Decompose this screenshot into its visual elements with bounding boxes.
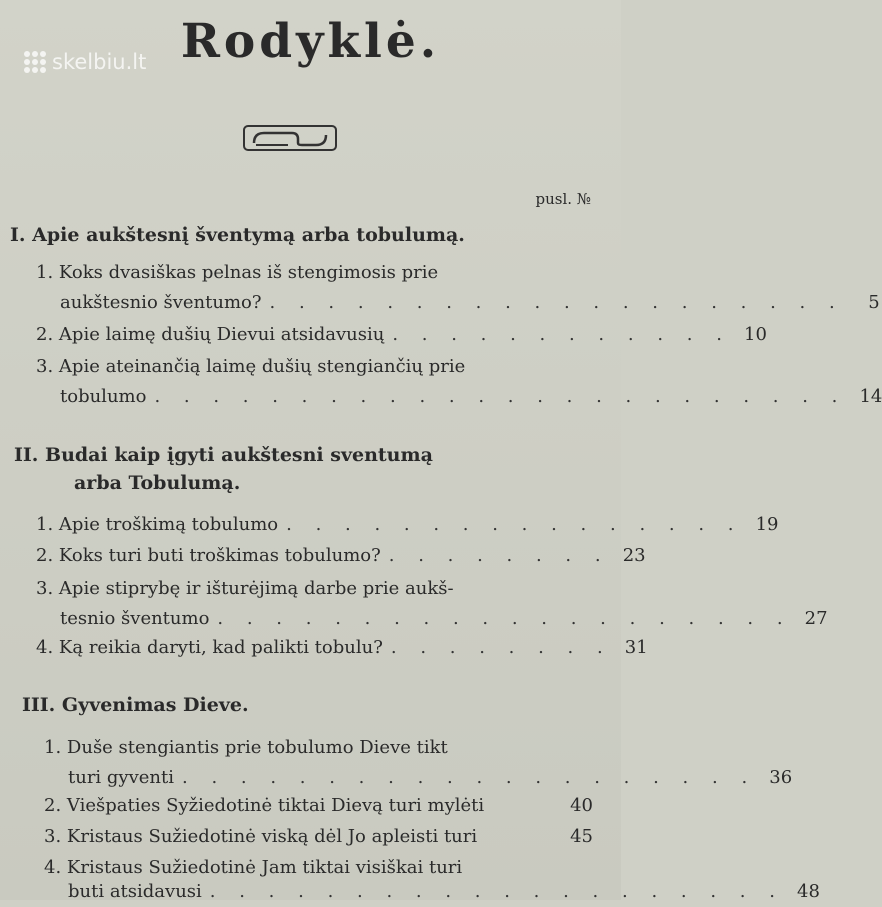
entry-text: Koks turi buti troškimas tobulumo?	[58, 545, 381, 566]
page-number: 45	[570, 826, 593, 847]
page-number: 14	[859, 386, 882, 407]
leader-dots: . . . . . . . .	[390, 637, 612, 658]
section-number: I.	[10, 224, 26, 246]
toc-entry	[36, 352, 882, 412]
entry-number: 2.	[36, 324, 54, 345]
entry-number: 1.	[44, 737, 62, 758]
page-number: 19	[755, 514, 779, 535]
entry-number: 3.	[36, 356, 54, 377]
leader-dots: . . . . . . . . . . . . . . . .	[286, 514, 743, 535]
entry-text: tesnio šventumo	[60, 608, 210, 629]
page-number: 48	[797, 881, 820, 902]
leader-dots: . . . . . . . . . . . . . . . . . . . .	[182, 767, 757, 788]
entry-text: Kristaus Sužiedotinė viską dėl Jo apleisti turi	[66, 826, 478, 847]
watermark-text: skelbiu.lt	[52, 50, 147, 74]
toc-entry	[36, 541, 646, 571]
entry-text: turi gyventi	[68, 767, 175, 788]
entry-text: Kristaus Sužiedotinė Jam tiktai visiškai turi	[66, 857, 463, 878]
entry-number: 3.	[36, 578, 54, 599]
entry-number: 3.	[44, 826, 62, 847]
section-title: Gyvenimas Dieve.	[61, 694, 249, 716]
leader-dots: . . . . . . . . . . . .	[392, 324, 731, 345]
entry-text: Koks dvasiškas pelnas iš stengimosis prie	[58, 262, 439, 283]
entry-number: 4.	[36, 637, 54, 658]
leader-dots: . . . . . . . . . . . . . . . . . . . . . . . .	[154, 386, 847, 407]
entry-text: Duše stengiantis prie tobulumo Dieve tikt	[66, 737, 448, 758]
page-number-label: pusl. №	[535, 190, 591, 208]
leader-dots: . . . . . . . .	[388, 545, 610, 566]
section-title: Apie aukštesnį šventymą arba tobulumą.	[32, 224, 465, 246]
page-number: 31	[624, 637, 648, 658]
page-number: 40	[570, 795, 593, 816]
section-3-heading	[22, 694, 593, 716]
entry-number: 2.	[44, 795, 62, 816]
toc-entry	[44, 791, 593, 821]
entry-text: tobulumo	[60, 386, 147, 407]
toc-entry	[36, 320, 767, 350]
leader-dots: . . . . . . . . . . . . . . . . . . . .	[209, 881, 784, 902]
page-number: 10	[744, 324, 767, 345]
entry-text: Apie troškimą tobulumo	[58, 514, 279, 535]
entry-text: Apie laimę dušių Dievui atsidavusių	[58, 324, 385, 345]
toc-entry	[44, 733, 793, 793]
section-1-heading	[10, 224, 593, 246]
toc-entry	[44, 822, 593, 852]
section-number: III.	[22, 694, 56, 716]
entry-text: Viešpaties Syžiedotinė tiktai Dievą turi mylėti	[66, 795, 485, 816]
section-number: II.	[14, 444, 39, 466]
page-number: 36	[769, 767, 793, 788]
entry-text: Ką reikia daryti, kad palikti tobulu?	[58, 637, 383, 658]
entry-number: 4.	[44, 857, 62, 878]
entry-text: aukštesnio šventumo?	[60, 292, 262, 313]
toc-entry	[36, 633, 648, 663]
entry-text: Apie stiprybę ir išturėjimą darbe prie aukš-	[58, 578, 454, 599]
section-2-heading	[14, 444, 593, 494]
ornament-icon	[242, 123, 338, 153]
toc-entry	[36, 574, 828, 634]
entry-number: 1.	[36, 514, 54, 535]
entry-text: buti atsidavusi	[68, 881, 202, 902]
section-title: arba Tobulumą.	[74, 472, 241, 494]
entry-text: Apie ateinančią laimę dušių stengiančių prie	[58, 356, 466, 377]
section-title: Budai kaip įgyti aukštesni sventumą	[45, 444, 433, 466]
toc-entry	[36, 258, 880, 318]
page-number: 5	[868, 292, 880, 313]
leader-dots: . . . . . . . . . . . . . . . . . . . .	[217, 608, 792, 629]
entry-number: 2.	[36, 545, 54, 566]
page-number: 23	[622, 545, 646, 566]
entry-number: 1.	[36, 262, 54, 283]
page-number: 27	[804, 608, 828, 629]
toc-entry	[44, 853, 820, 907]
toc-entry	[36, 510, 779, 540]
page-title: Rodyklė.	[180, 14, 441, 69]
leader-dots: . . . . . . . . . . . . . . . . . . . .	[269, 292, 844, 313]
